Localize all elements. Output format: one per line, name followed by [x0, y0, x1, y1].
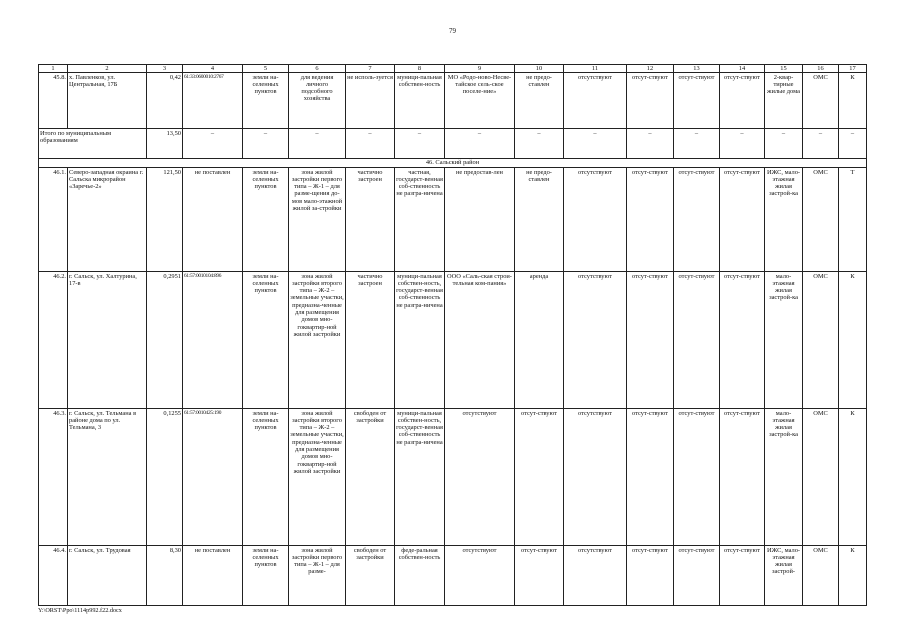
area-cell: 8,30 — [147, 546, 183, 606]
cell-12: отсут-ствуют — [627, 73, 674, 129]
cell-12: отсут-ствуют — [627, 546, 674, 606]
col-number: 17 — [839, 65, 867, 73]
table-row — [39, 168, 867, 272]
col-number: 13 — [674, 65, 720, 73]
total-label: Итого по муниципальным образованиям — [39, 129, 147, 159]
category-code-cell: К — [839, 272, 867, 409]
permitted-use-cell: для ведения личного подсобного хозяйства — [289, 73, 346, 129]
dash-cell: – — [765, 129, 803, 159]
dash-cell: – — [395, 129, 445, 159]
category-code-cell: К — [839, 409, 867, 546]
cell-14: отсут-ствуют — [720, 272, 765, 409]
land-category-cell: земли на-селенных пунктов — [243, 546, 289, 606]
table-row — [39, 546, 867, 606]
encumbrance-cell: отсутствуют — [564, 546, 627, 606]
cadastral-number-cell: 61:33:0600010:2767 — [183, 73, 243, 129]
col-number: 14 — [720, 65, 765, 73]
dash-cell: – — [564, 129, 627, 159]
holder-cell: отсутствуют — [445, 409, 515, 546]
col-number: 10 — [515, 65, 564, 73]
encumbrance-cell: отсутствуют — [564, 73, 627, 129]
dash-cell: – — [720, 129, 765, 159]
purpose-cell: ИЖС, мало-этажная жилая застрой-ка — [765, 168, 803, 272]
holder-cell: ООО «Саль-ская строи-тельная ком-пания» — [445, 272, 515, 409]
holder-cell: не предостав-лен — [445, 168, 515, 272]
authority-cell: ОМС — [803, 272, 839, 409]
address-cell: Северо-западная окраина г. Сальска микрорайон «Заречье-2» — [68, 168, 147, 272]
dash-cell: – — [803, 129, 839, 159]
row-number: 46.4. — [39, 546, 68, 606]
address-cell: г. Сальск, ул. Тельмана в районе дома по ул. Тельмана, 3 — [68, 409, 147, 546]
cell-12: отсут-ствуют — [627, 409, 674, 546]
permitted-use-cell: зона жилой застройки второго типа – Ж-2 – земельные участки, предназна-ченные для размещения домов мно-гоквартир-ной жилой застройки — [289, 272, 346, 409]
cell-12: отсут-ствуют — [627, 168, 674, 272]
col-number: 1 — [39, 65, 68, 73]
col-number: 9 — [445, 65, 515, 73]
dash-cell: – — [183, 129, 243, 159]
cell-13: отсут-ствуют — [674, 546, 720, 606]
cell-13: отсут-ствуют — [674, 168, 720, 272]
area-cell: 0,2951 — [147, 272, 183, 409]
ownership-cell: феде-ральная собствен-ность — [395, 546, 445, 606]
total-row — [39, 129, 867, 159]
col-number: 6 — [289, 65, 346, 73]
section-row — [39, 159, 867, 168]
dash-cell: – — [445, 129, 515, 159]
area-cell: 121,50 — [147, 168, 183, 272]
usage-status-cell: свободен от застройки — [346, 409, 395, 546]
cell-13: отсут-ствуют — [674, 272, 720, 409]
address-cell: г. Сальск, ул. Халтурина, 17-в — [68, 272, 147, 409]
dash-cell: – — [289, 129, 346, 159]
cadastral-number-cell: не поставлен — [183, 168, 243, 272]
category-code-cell: Т — [839, 168, 867, 272]
authority-cell: ОМС — [803, 409, 839, 546]
category-code-cell: К — [839, 546, 867, 606]
area-cell: 0,1255 — [147, 409, 183, 546]
cadastral-number-cell: не поставлен — [183, 546, 243, 606]
total-value: 13,50 — [147, 129, 183, 159]
area-cell: 0,42 — [147, 73, 183, 129]
holder-cell: отсутствуют — [445, 546, 515, 606]
dash-cell: – — [839, 129, 867, 159]
dash-cell: – — [243, 129, 289, 159]
permitted-use-cell: зона жилой застройки второго типа – Ж-2 – земельные участки, предназна-ченные для размещения домов мно-гоквартир-ной жилой застройки — [289, 409, 346, 546]
usage-status-cell: частично застроен — [346, 168, 395, 272]
encumbrance-cell: отсутствуют — [564, 409, 627, 546]
col-number: 3 — [147, 65, 183, 73]
right-type-cell: не предо-ставлен — [515, 73, 564, 129]
authority-cell: ОМС — [803, 546, 839, 606]
address-cell: х. Павленков, ул. Центральная, 17Б — [68, 73, 147, 129]
column-numbers-row — [39, 65, 867, 73]
permitted-use-cell: зона жилой застройки первого типа – Ж-1 – для разме-щения до-мов мало-этажной жилой за-стройки — [289, 168, 346, 272]
col-number: 11 — [564, 65, 627, 73]
table-row — [39, 272, 867, 409]
row-number: 45.8. — [39, 73, 68, 129]
usage-status-cell: частично застроен — [346, 272, 395, 409]
holder-cell: МО «Родо-ново-Несве-тайское сель-ское поселе-ние» — [445, 73, 515, 129]
cadastral-number-cell: 61:57:0010425:190 — [183, 409, 243, 546]
section-heading: 46. Сальский район — [39, 159, 867, 168]
col-number: 7 — [346, 65, 395, 73]
col-number: 4 — [183, 65, 243, 73]
usage-status-cell: не исполь-зуется — [346, 73, 395, 129]
table-row — [39, 73, 867, 129]
land-category-cell: земли на-селенных пунктов — [243, 73, 289, 129]
ownership-cell: муници-пальная собствен-ность, государст-венная соб-ственность не разгра-ничена — [395, 409, 445, 546]
page-number: 79 — [449, 27, 456, 35]
right-type-cell: аренда — [515, 272, 564, 409]
authority-cell: ОМС — [803, 73, 839, 129]
row-number: 46.3. — [39, 409, 68, 546]
ownership-cell: муници-пальная собствен-ность — [395, 73, 445, 129]
ownership-cell: частная, государст-венная соб-ственность не разгра-ничена — [395, 168, 445, 272]
col-number: 8 — [395, 65, 445, 73]
land-category-cell: земли на-селенных пунктов — [243, 168, 289, 272]
dash-cell: – — [674, 129, 720, 159]
col-number: 15 — [765, 65, 803, 73]
land-plots-table — [38, 64, 867, 606]
row-number: 46.1. — [39, 168, 68, 272]
usage-status-cell: свободен от застройки — [346, 546, 395, 606]
permitted-use-cell: зона жилой застройки первого типа – Ж-1 – для разме- — [289, 546, 346, 606]
purpose-cell: ИЖС, мало-этажная жилая застрой- — [765, 546, 803, 606]
purpose-cell: мало-этажная жилая застрой-ка — [765, 272, 803, 409]
encumbrance-cell: отсутствуют — [564, 168, 627, 272]
purpose-cell: 2-квар-тирные жилые дома — [765, 73, 803, 129]
cell-14: отсут-ствуют — [720, 168, 765, 272]
cadastral-number-cell: 61:57:0010104:896 — [183, 272, 243, 409]
cell-13: отсут-ствуют — [674, 409, 720, 546]
col-number: 2 — [68, 65, 147, 73]
dash-cell: – — [346, 129, 395, 159]
cell-14: отсут-ствуют — [720, 409, 765, 546]
right-type-cell: отсут-ствуют — [515, 546, 564, 606]
right-type-cell: не предо-ставлен — [515, 168, 564, 272]
ownership-cell: муници-пальная собствен-ность, государст-венная соб-ственность не разгра-ничена — [395, 272, 445, 409]
dash-cell: – — [515, 129, 564, 159]
land-category-cell: земли на-селенных пунктов — [243, 409, 289, 546]
encumbrance-cell: отсутствуют — [564, 272, 627, 409]
category-code-cell: К — [839, 73, 867, 129]
cell-14: отсут-ствуют — [720, 546, 765, 606]
address-cell: г. Сальск, ул. Трудовая — [68, 546, 147, 606]
cell-14: отсут-ствуют — [720, 73, 765, 129]
cell-12: отсут-ствуют — [627, 272, 674, 409]
authority-cell: ОМС — [803, 168, 839, 272]
cell-13: отсут-ствуют — [674, 73, 720, 129]
col-number: 5 — [243, 65, 289, 73]
file-path-footer: Y:\ORST\Ppo\1114p992.f22.docx — [38, 607, 122, 614]
land-category-cell: земли на-селенных пунктов — [243, 272, 289, 409]
purpose-cell: мало-этажная жилая застрой-ка — [765, 409, 803, 546]
dash-cell: – — [627, 129, 674, 159]
row-number: 46.2. — [39, 272, 68, 409]
col-number: 12 — [627, 65, 674, 73]
right-type-cell: отсут-ствуют — [515, 409, 564, 546]
col-number: 16 — [803, 65, 839, 73]
table-row — [39, 409, 867, 546]
